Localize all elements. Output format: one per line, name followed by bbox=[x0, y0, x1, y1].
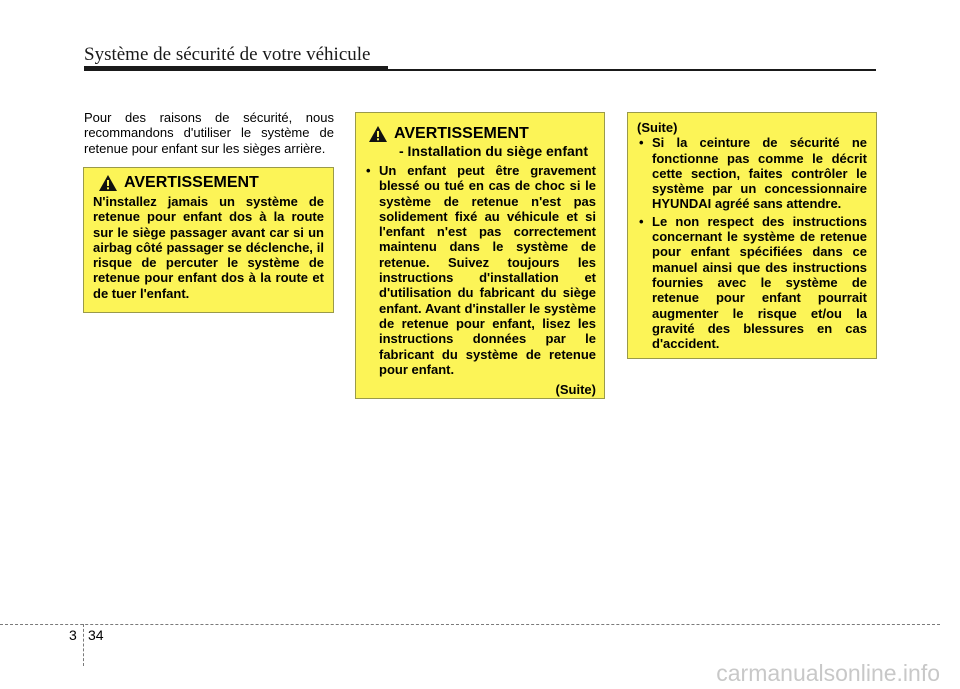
warning-body: N'installez jamais un système de retenue pour enfant dos à la route sur le siège passager avant car si un airbag côté passager se déclenche, il risque de percuter le système de retenue pour enfant dos à la route et de tuer l'enfant. bbox=[93, 194, 324, 301]
intro-paragraph: Pour des raisons de sécurité, nous recommandons d'utiliser le système de retenue pour enfant sur les sièges arrière. bbox=[84, 110, 334, 156]
warning-heading bbox=[364, 125, 596, 143]
bullet-item: • Un enfant peut être gravement blessé ou tué en cas de choc si le système de retenue n'est pas solidement fixé au véhicule et si l'enfant n'est pas correctement maintenu dans le système de retenue. Suivez toujours les instructions d'installation et d'utilisation du fabricant du siège enfant. Avant d'installer le système de retenue pour enfant, lisez les instructions données par le fabricant du système de retenue pour enfant. bbox=[364, 163, 596, 377]
warning-heading bbox=[93, 174, 324, 192]
warning-box-rear-facing bbox=[83, 167, 334, 313]
header-bar bbox=[84, 66, 388, 71]
continued-from-label: (Suite) bbox=[637, 120, 678, 135]
bullet-item: • Le non respect des instructions concernant le système de retenue pour enfant spécifiées dans ce manuel ainsi que des instructions fournies avec le système de retenue pour enfant pourrait augmenter le risque et/ou la gravité des blessures en cas d'accident. bbox=[637, 214, 867, 352]
page-header-title: Système de sécurité de votre véhicule bbox=[84, 44, 371, 65]
chapter-number: 3 bbox=[69, 627, 77, 643]
bullet-item: • Si la ceinture de sécurité ne fonctionne pas comme le décrit cette section, faites contrôler le système par un concessionnaire HYUNDAI agréé sans attendre. bbox=[637, 135, 867, 211]
continued-label: (Suite) bbox=[555, 382, 596, 398]
warning-subtitle: - Installation du siège enfant bbox=[399, 143, 589, 159]
header-rule bbox=[388, 69, 876, 71]
warning-title: AVERTISSEMENT bbox=[394, 125, 529, 142]
warning-triangle-icon bbox=[99, 175, 117, 191]
footer-divider bbox=[83, 624, 84, 666]
warning-title: AVERTISSEMENT bbox=[124, 174, 259, 191]
warning-box-installation bbox=[355, 112, 605, 399]
footer-rule bbox=[0, 624, 940, 625]
page-number: 34 bbox=[88, 627, 104, 643]
warning-box-continued bbox=[627, 112, 877, 359]
watermark-text: carmanualsonline.info bbox=[716, 660, 940, 686]
warning-triangle-icon bbox=[369, 126, 387, 142]
